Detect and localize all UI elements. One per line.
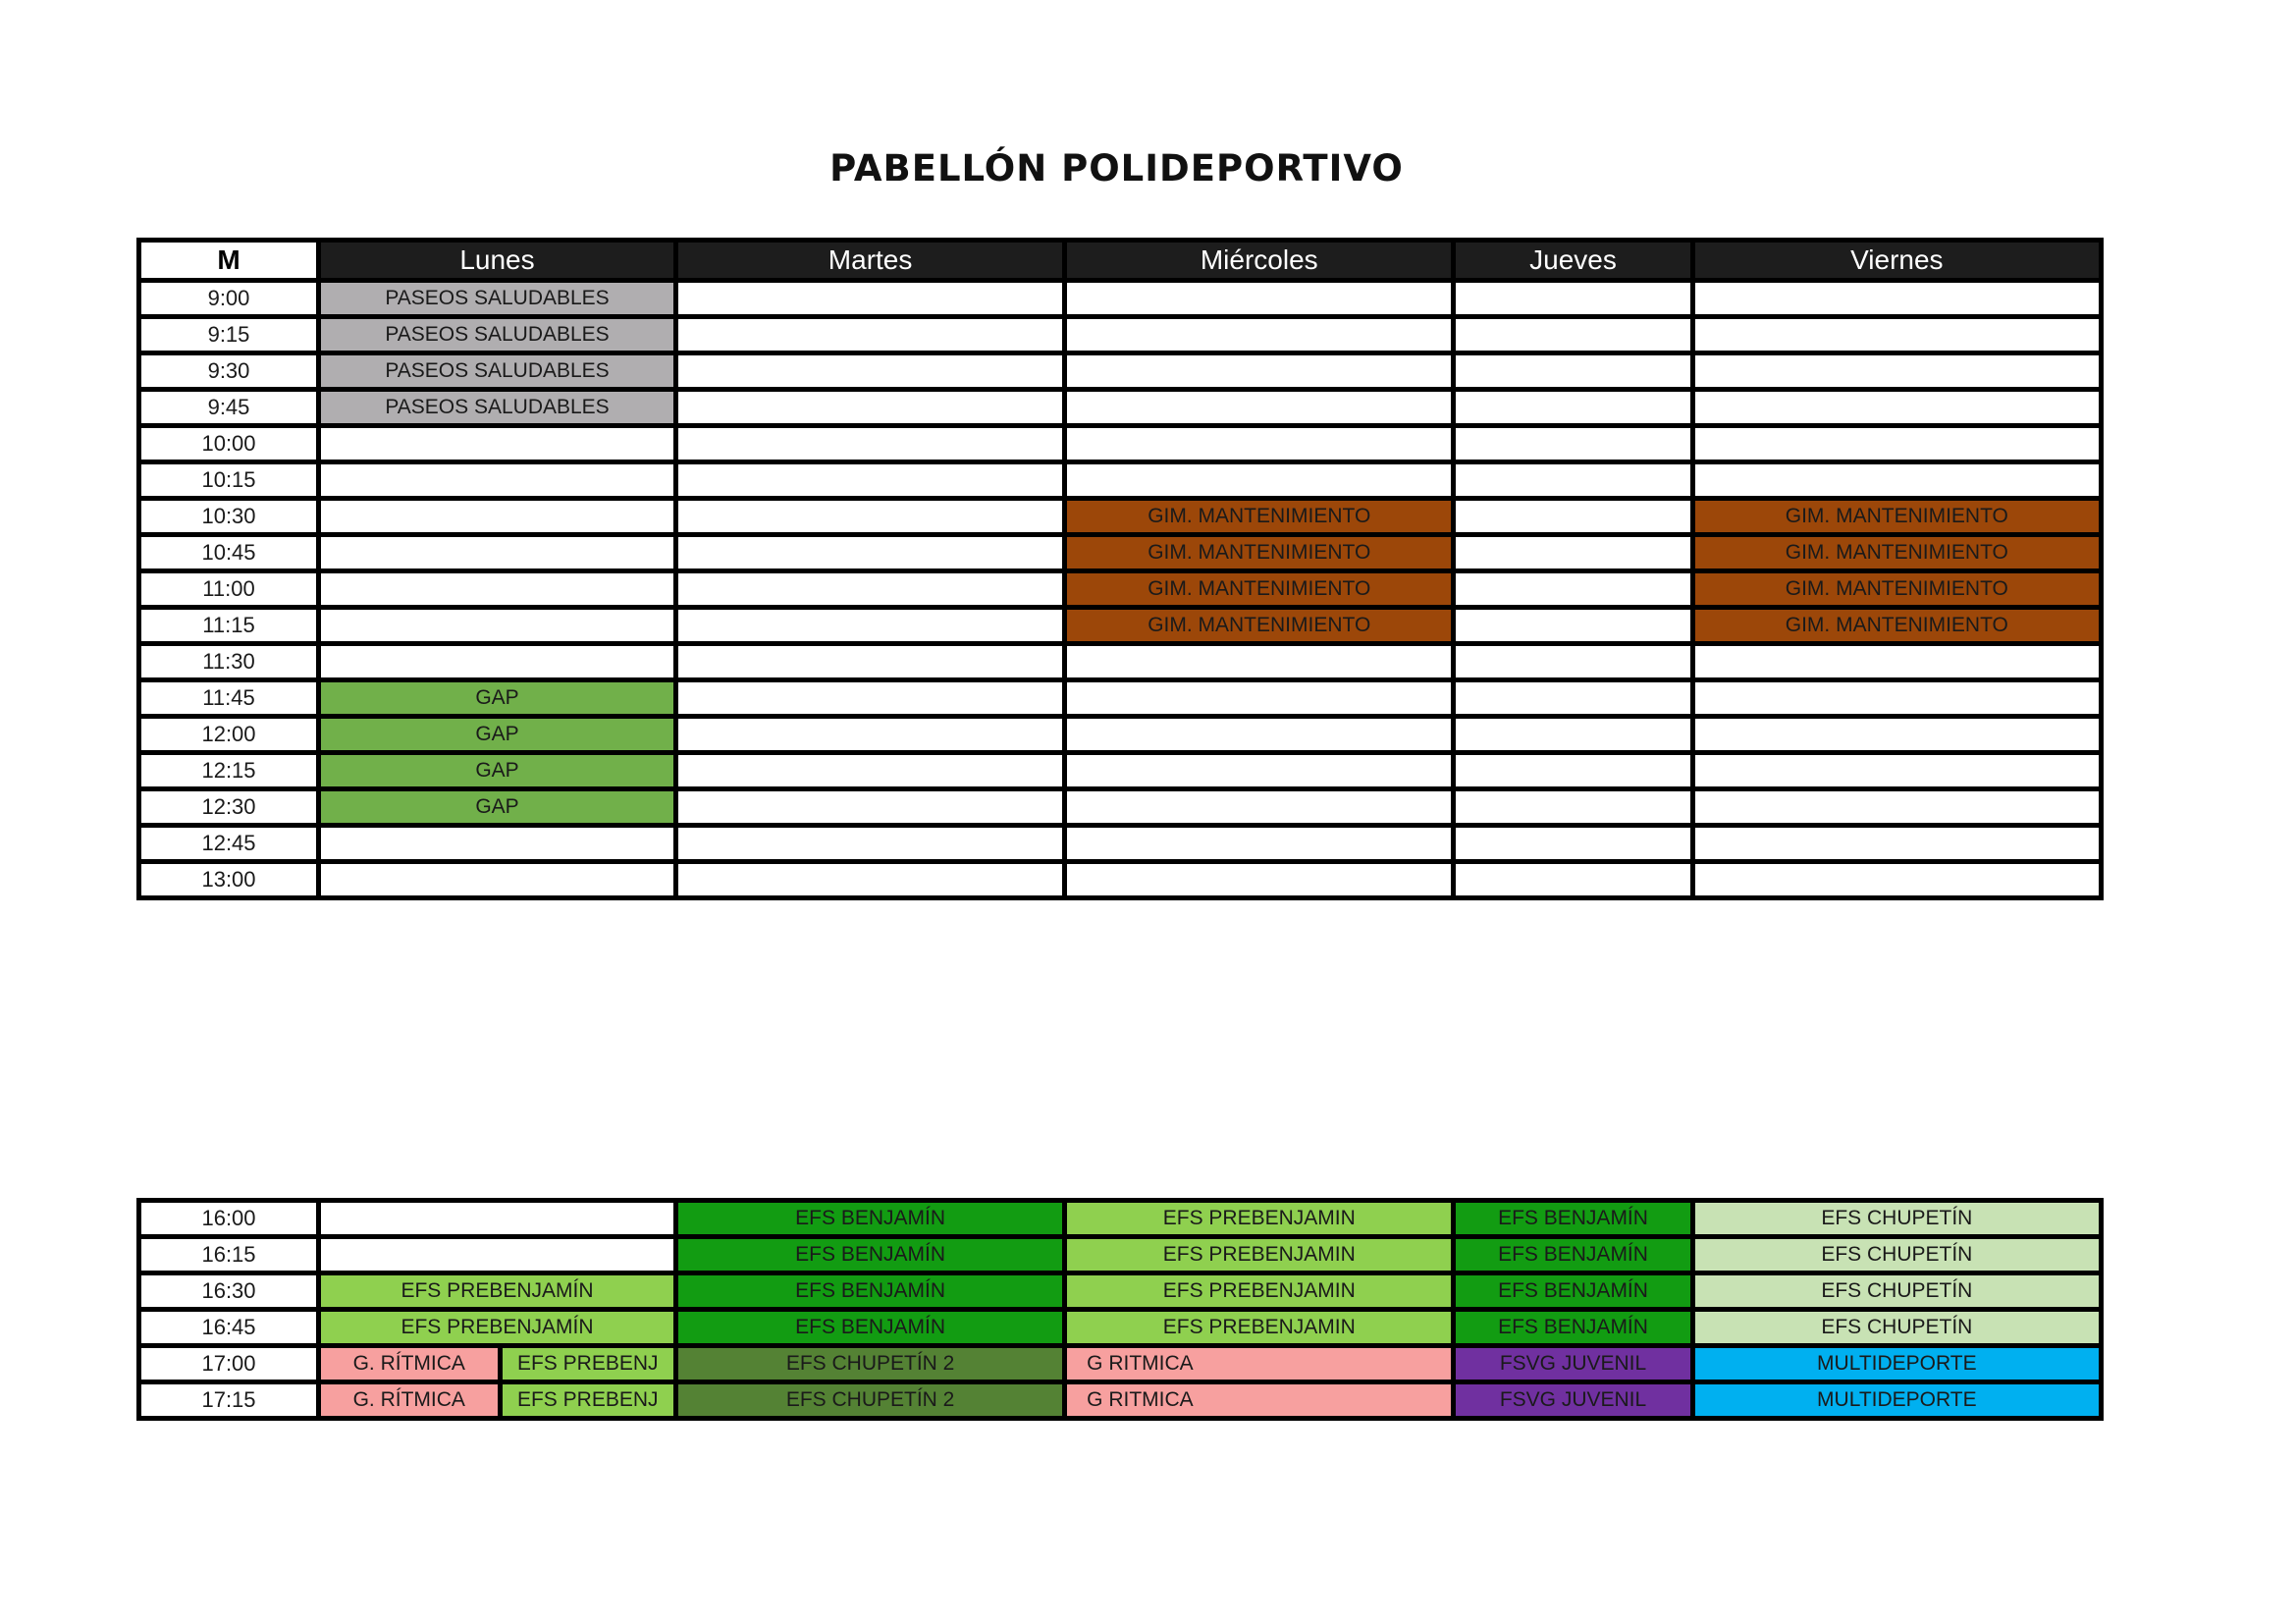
activity-cell: [676, 644, 1065, 680]
activity-cell: EFS CHUPETÍN 2: [676, 1382, 1065, 1419]
activity-cell: GIM. MANTENIMIENTO: [1692, 499, 2101, 535]
activity-cell: [1454, 462, 1692, 499]
time-cell: 10:45: [139, 535, 319, 571]
activity-cell: [1692, 644, 2101, 680]
activity-cell: [1454, 571, 1692, 608]
activity-cell: EFS BENJAMÍN: [1454, 1273, 1692, 1310]
header-day-jueves: Jueves: [1454, 241, 1692, 281]
activity-cell: [319, 426, 676, 462]
activity-cell: [1692, 390, 2101, 426]
activity-cell: EFS PREBENJAMIN: [1065, 1201, 1454, 1237]
activity-cell: [1454, 717, 1692, 753]
activity-cell: [676, 789, 1065, 826]
time-cell: 11:15: [139, 608, 319, 644]
activity-cell: [319, 462, 676, 499]
time-cell: 16:30: [139, 1273, 319, 1310]
activity-cell: [1692, 862, 2101, 898]
time-cell: 12:00: [139, 717, 319, 753]
activity-cell: [676, 281, 1065, 317]
activity-subcell: G. RÍTMICA: [321, 1348, 503, 1380]
activity-subcell: G. RÍTMICA: [321, 1384, 503, 1416]
table-row: [139, 608, 2102, 644]
time-cell: 10:15: [139, 462, 319, 499]
activity-cell: [319, 1237, 676, 1273]
time-cell: 13:00: [139, 862, 319, 898]
table-row: [139, 1237, 2102, 1273]
activity-cell: [676, 862, 1065, 898]
activity-cell: [319, 535, 676, 571]
time-cell: 17:15: [139, 1382, 319, 1419]
table-row: [139, 499, 2102, 535]
header-day-lunes: Lunes: [319, 241, 676, 281]
activity-cell: [1692, 753, 2101, 789]
activity-cell: [676, 608, 1065, 644]
activity-cell: [1065, 680, 1454, 717]
table-row: [139, 535, 2102, 571]
activity-cell: [1454, 353, 1692, 390]
time-cell: 11:45: [139, 680, 319, 717]
activity-cell: [676, 499, 1065, 535]
header-day-miercoles: Miércoles: [1065, 241, 1454, 281]
activity-cell: [319, 1346, 676, 1382]
table-row: [139, 571, 2102, 608]
activity-cell: GIM. MANTENIMIENTO: [1065, 608, 1454, 644]
activity-cell: [1692, 353, 2101, 390]
activity-cell: EFS BENJAMÍN: [676, 1310, 1065, 1346]
activity-cell: EFS BENJAMÍN: [676, 1237, 1065, 1273]
time-cell: 16:00: [139, 1201, 319, 1237]
activity-cell: [319, 1201, 676, 1237]
table-row: [139, 426, 2102, 462]
activity-cell: EFS PREBENJAMÍN: [319, 1273, 676, 1310]
activity-cell: [1692, 281, 2101, 317]
table-row: [139, 1310, 2102, 1346]
activity-cell: [1454, 862, 1692, 898]
activity-cell: [1454, 753, 1692, 789]
time-cell: 11:30: [139, 644, 319, 680]
activity-cell: [1454, 390, 1692, 426]
activity-cell: [1454, 426, 1692, 462]
activity-cell: [1692, 717, 2101, 753]
activity-cell: GIM. MANTENIMIENTO: [1065, 499, 1454, 535]
activity-cell: PASEOS SALUDABLES: [319, 390, 676, 426]
header-day-viernes: Viernes: [1692, 241, 2101, 281]
activity-cell: [1065, 717, 1454, 753]
table-row: [139, 1346, 2102, 1382]
activity-cell: MULTIDEPORTE: [1692, 1382, 2101, 1419]
header-row: [139, 241, 2102, 281]
time-cell: 12:45: [139, 826, 319, 862]
activity-cell: FSVG JUVENIL: [1454, 1346, 1692, 1382]
activity-cell: [676, 390, 1065, 426]
activity-cell: FSVG JUVENIL: [1454, 1382, 1692, 1419]
activity-cell: [676, 353, 1065, 390]
time-cell: 9:30: [139, 353, 319, 390]
activity-cell: GAP: [319, 717, 676, 753]
activity-cell: [1454, 826, 1692, 862]
activity-cell: [676, 717, 1065, 753]
activity-cell: PASEOS SALUDABLES: [319, 281, 676, 317]
table-row: [139, 826, 2102, 862]
time-cell: 16:15: [139, 1237, 319, 1273]
activity-cell: [1454, 644, 1692, 680]
table-row: [139, 1201, 2102, 1237]
activity-cell: [1454, 317, 1692, 353]
activity-cell: [676, 462, 1065, 499]
header-m: M: [139, 241, 319, 281]
activity-cell: [676, 535, 1065, 571]
activity-cell: [319, 608, 676, 644]
activity-subcell: EFS PREBENJ: [503, 1384, 674, 1416]
activity-cell: EFS PREBENJAMÍN: [319, 1310, 676, 1346]
activity-cell: EFS BENJAMÍN: [1454, 1201, 1692, 1237]
activity-cell: EFS BENJAMÍN: [676, 1201, 1065, 1237]
time-cell: 12:30: [139, 789, 319, 826]
activity-cell: [1692, 826, 2101, 862]
table-row: [139, 353, 2102, 390]
activity-cell: [1065, 281, 1454, 317]
activity-cell: EFS CHUPETÍN: [1692, 1237, 2101, 1273]
activity-cell: GIM. MANTENIMIENTO: [1692, 571, 2101, 608]
activity-cell: GIM. MANTENIMIENTO: [1065, 571, 1454, 608]
time-cell: 9:45: [139, 390, 319, 426]
activity-cell: [1692, 426, 2101, 462]
activity-cell: EFS CHUPETÍN: [1692, 1273, 2101, 1310]
header-day-martes: Martes: [676, 241, 1065, 281]
morning-schedule-table: [136, 238, 2104, 900]
time-cell: 9:15: [139, 317, 319, 353]
activity-subcell: EFS PREBENJ: [503, 1348, 674, 1380]
activity-cell: [1065, 317, 1454, 353]
activity-cell: [676, 680, 1065, 717]
table-row: [139, 317, 2102, 353]
table-row: [139, 680, 2102, 717]
table-row: [139, 390, 2102, 426]
activity-cell: EFS BENJAMÍN: [1454, 1310, 1692, 1346]
activity-cell: [1065, 390, 1454, 426]
activity-cell: [319, 826, 676, 862]
table-row: [139, 789, 2102, 826]
activity-cell: GAP: [319, 789, 676, 826]
time-cell: 10:00: [139, 426, 319, 462]
activity-cell: [1065, 862, 1454, 898]
activity-cell: [1065, 753, 1454, 789]
activity-cell: [319, 499, 676, 535]
activity-cell: GIM. MANTENIMIENTO: [1065, 535, 1454, 571]
time-cell: 11:00: [139, 571, 319, 608]
activity-cell: [676, 317, 1065, 353]
activity-cell: EFS CHUPETÍN 2: [676, 1346, 1065, 1382]
activity-cell: [1454, 680, 1692, 717]
activity-cell: [1692, 789, 2101, 826]
activity-cell: [1692, 680, 2101, 717]
activity-cell: PASEOS SALUDABLES: [319, 317, 676, 353]
activity-cell: GAP: [319, 753, 676, 789]
activity-cell: [1065, 789, 1454, 826]
activity-cell: [1454, 608, 1692, 644]
time-cell: 9:00: [139, 281, 319, 317]
afternoon-schedule-table: [136, 1198, 2104, 1421]
time-cell: 17:00: [139, 1346, 319, 1382]
activity-cell: [1065, 644, 1454, 680]
table-row: [139, 281, 2102, 317]
table-row: [139, 644, 2102, 680]
activity-cell: G RITMICA: [1065, 1382, 1454, 1419]
activity-cell: PASEOS SALUDABLES: [319, 353, 676, 390]
activity-cell: GAP: [319, 680, 676, 717]
table-row: [139, 462, 2102, 499]
table-row: [139, 753, 2102, 789]
activity-cell: GIM. MANTENIMIENTO: [1692, 608, 2101, 644]
time-cell: 12:15: [139, 753, 319, 789]
activity-cell: [676, 826, 1065, 862]
activity-cell: [319, 862, 676, 898]
activity-cell: [1692, 462, 2101, 499]
activity-cell: [1065, 426, 1454, 462]
activity-cell: MULTIDEPORTE: [1692, 1346, 2101, 1382]
activity-cell: [1065, 462, 1454, 499]
activity-cell: [676, 571, 1065, 608]
activity-cell: EFS BENJAMÍN: [1454, 1237, 1692, 1273]
activity-cell: [319, 571, 676, 608]
activity-cell: EFS PREBENJAMIN: [1065, 1237, 1454, 1273]
activity-cell: EFS CHUPETÍN: [1692, 1201, 2101, 1237]
activity-cell: [319, 644, 676, 680]
activity-cell: [1692, 317, 2101, 353]
activity-cell: EFS PREBENJAMIN: [1065, 1273, 1454, 1310]
table-row: [139, 862, 2102, 898]
activity-cell: [319, 1382, 676, 1419]
activity-cell: EFS BENJAMÍN: [676, 1273, 1065, 1310]
activity-cell: [1454, 535, 1692, 571]
activity-cell: [676, 426, 1065, 462]
table-row: [139, 717, 2102, 753]
activity-cell: [676, 753, 1065, 789]
activity-cell: [1065, 826, 1454, 862]
table-row: [139, 1382, 2102, 1419]
activity-cell: GIM. MANTENIMIENTO: [1692, 535, 2101, 571]
time-cell: 16:45: [139, 1310, 319, 1346]
activity-cell: [1454, 281, 1692, 317]
table-row: [139, 1273, 2102, 1310]
activity-cell: [1454, 789, 1692, 826]
activity-cell: [1454, 499, 1692, 535]
activity-cell: G RITMICA: [1065, 1346, 1454, 1382]
activity-cell: [1065, 353, 1454, 390]
time-cell: 10:30: [139, 499, 319, 535]
activity-cell: EFS PREBENJAMIN: [1065, 1310, 1454, 1346]
page-title: PABELLÓN POLIDEPORTIVO: [829, 147, 1404, 189]
activity-cell: EFS CHUPETÍN: [1692, 1310, 2101, 1346]
